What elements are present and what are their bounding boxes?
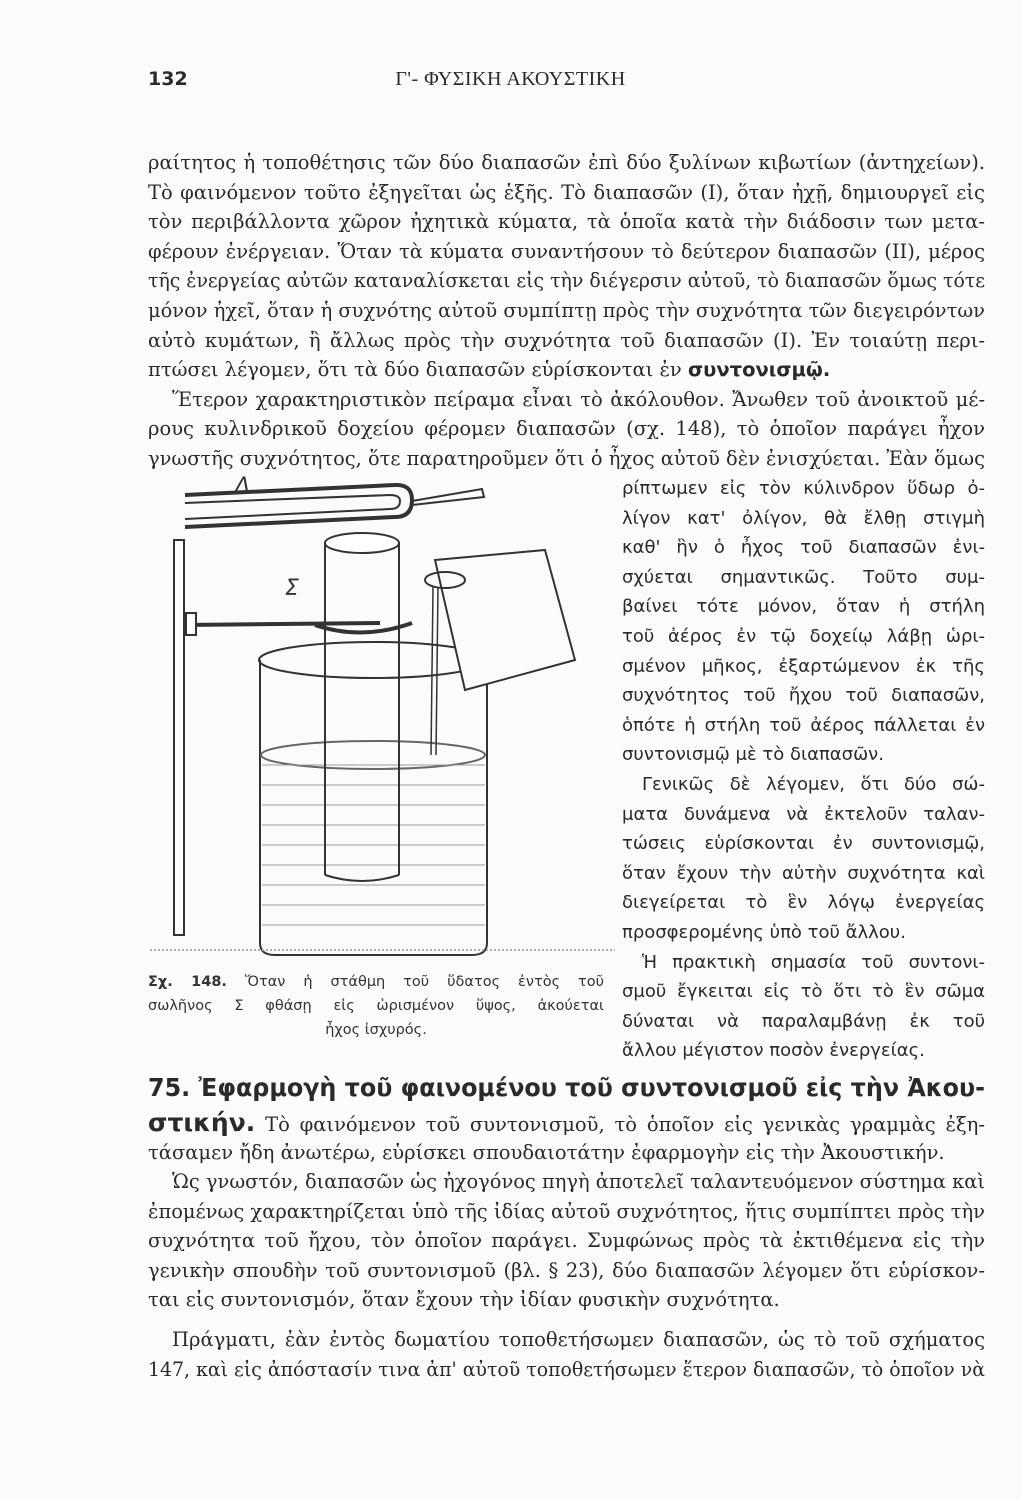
line-text: καθ' ἣν ὁ ἦχος τοῦ διαπασῶν ἐνι-: [622, 537, 986, 559]
line-text: μόνον ἠχεῖ, ὅταν ἡ συχνότης αὐτοῦ συμπίπτῃ πρὸς τὴν συχνότητα τῶν διεγειρόντων: [148, 299, 985, 322]
pouring-beaker-illustration: [425, 550, 575, 755]
caption-label: Σχ. 148.: [148, 974, 227, 990]
line-text: τῆς ἐνεργείας αὐτῶν καταναλίσκεται εἰς τὴν διέγερσιν αὐτοῦ, τὸ διαπασῶν ὅμως τότε: [148, 269, 986, 293]
line-text: ματα δυνάμενα νὰ ἐκτελοῦν ταλαν-: [622, 803, 986, 825]
text-line: [148, 1197, 983, 1227]
text-line: [622, 859, 985, 889]
text-line: [148, 296, 985, 326]
line-text: δύναται νὰ παραλαμβάνῃ ἐκ τοῦ: [622, 1010, 986, 1032]
line-text: τὸν περιβάλλοντα χῶρον ἠχητικὰ κύματα, τὰ ὁποῖα κατὰ τὴν διάδοσιν των μετα-: [148, 210, 985, 234]
line-text: τώσεις εὑρίσκονται ἐν συντονισμῷ,: [622, 833, 985, 855]
line-text: τοῦ ἀέρος ἐν τῷ δοχείῳ λάβῃ ὡρι-: [622, 626, 986, 647]
text-line: [148, 207, 985, 237]
line-text: τάσαμεν ἤδη ἀνωτέρω, εὑρίσκει σπουδαιοτάτην ἐφαρμογὴν εἰς τὴν Ἀκουστικήν.: [148, 1141, 945, 1164]
text-line: [622, 592, 985, 622]
page-number: 132: [148, 68, 188, 90]
emphasis-term: συντονισμῷ.: [687, 358, 831, 382]
text-line: [622, 504, 985, 534]
resonance-tube-illustration: [315, 533, 412, 881]
figure-caption: [148, 970, 604, 1045]
line-text: ρους κυλινδρικοῦ δοχείου φέρομεν διαπασῶν (σχ. 148), τὸ ὁποῖον παράγει ἦχον: [148, 417, 985, 441]
line-text: Ὡς γνωστόν, διαπασῶν ὡς ἠχογόνος πηγὴ ἀποτελεῖ ταλαντευόμενον σύστημα καὶ: [172, 1170, 986, 1193]
text-line: [148, 355, 985, 385]
running-title: Γ'- ΦΥΣΙΚΗ ΑΚΟΥΣΤΙΚΗ: [395, 68, 626, 90]
line-text: συχνότητος τοῦ ἤχου τοῦ διαπασῶν,: [622, 685, 986, 707]
line-text: Ἕτερον χαρακτηριστικὸν πείραμα εἶναι τὸ ἀκόλουθον. Ἄνωθεν τοῦ ἀνοικτοῦ μέ-: [172, 387, 986, 411]
line-text: προσφερομένης ὑπὸ τοῦ ἄλλου.: [622, 922, 906, 943]
text-line: [148, 326, 985, 356]
section-heading: [148, 1073, 986, 1103]
text-line: [148, 414, 985, 444]
text-line: [642, 948, 985, 978]
text-line: [622, 918, 985, 948]
line-text: ραίτητος ἡ τοποθέτησις τῶν δύο διαπασῶν ἐπὶ δύο ξυλίνων κιβωτίων (ἀντηχείων).: [148, 151, 986, 174]
text-line: [148, 1355, 985, 1385]
section-heading-text: 75. Ἐφαρμογὴ τοῦ φαινομένου τοῦ συντονισμοῦ εἰς τὴν Ἀκου-: [148, 1073, 986, 1102]
line-text: Γενικῶς δὲ λέγομεν, ὅτι δύο σώ-: [642, 774, 985, 795]
text-line: [622, 681, 985, 711]
text-line: [622, 622, 985, 652]
retort-stand-illustration: [174, 540, 380, 935]
line-text: Ἡ πρακτικὴ σημασία τοῦ συντονι-: [642, 951, 985, 973]
line-text: βαίνει τότε μόνον, ὅταν ἡ στήλη: [622, 596, 985, 618]
text-line: [642, 770, 985, 800]
text-line: [622, 652, 985, 682]
line-text: συχνότητα τοῦ ἤχου, τὸν ὁποῖον παράγει. Συμφώνως πρὸς τὰ ἐκτιθέμενα εἰς τὴν: [148, 1229, 986, 1253]
fork-label: Δ: [235, 474, 251, 499]
line-text: ἐπομένως χαρακτηρίζεται ὑπὸ τῆς ἰδίας αὐτοῦ συχνότητος, ἥτις συμπίπτει πρὸς τὴν: [148, 1199, 985, 1223]
text-line: [622, 1036, 985, 1066]
line-text: γενικὴν σπουδὴν τοῦ συντονισμοῦ (βλ. § 23), δύο διαπασῶν λέγομεν ὅτι εὑρίσκον-: [148, 1258, 985, 1282]
text-line: [172, 1167, 986, 1197]
caption-line: ἦχος ἰσχυρός.: [325, 1022, 427, 1038]
line-text: αὐτὸ κυμάτων, ἢ ἄλλως πρὸς τὴν συχνότητα τοῦ διαπασῶν (I). Ἐν τοιαύτῃ περι-: [148, 328, 986, 352]
line-text: φέρουν ἐνέργειαν. Ὅταν τὰ κύματα συναντήσουν τὸ δεύτερον διαπασῶν (II), μέρος: [148, 239, 986, 263]
line-text: συντονισμῷ μὲ τὸ διαπασῶν.: [622, 744, 884, 766]
text-line: [622, 533, 985, 563]
caption-line: [148, 970, 604, 994]
line-text: πτώσει λέγομεν, ὅτι τὰ δύο διαπασῶν εὑρίσκονται ἐν: [148, 358, 688, 382]
glass-jar-illustration: [259, 642, 487, 955]
line-text: γνωστῆς συχνότητος, ὅτε παρατηροῦμεν ὅτι ὁ ἦχος αὐτοῦ δὲν ἐνισχύεται. Ἐὰν ὅμως: [148, 447, 985, 470]
line-text: σμένον μῆκος, ἐξαρτώμενον ἐκ τῆς: [622, 655, 985, 677]
line-text: ἄλλου μέγιστον ποσὸν ἐνεργείας.: [622, 1040, 925, 1062]
caption-text: Ὅταν ἡ στάθμη τοῦ ὕδατος ἐντὸς τοῦ: [226, 974, 605, 990]
text-line: [622, 829, 985, 859]
tube-label: Σ: [285, 576, 299, 601]
line-text: Πράγματι, ἐὰν ἐντὸς δωματίου τοποθετήσωμεν διαπασῶν, ὡς τὸ τοῦ σχήματος: [172, 1328, 986, 1351]
line-text: Τὸ φαινόμενον τοῦ συντονισμοῦ, τὸ ὁποῖον εἰς γενικὰς γραμμὰς ἐξη-: [255, 1113, 985, 1136]
line-text: ται εἰς συντονισμόν, ὅταν ἔχουν τὴν ἰδίαν φυσικὴν συχνότητα.: [148, 1288, 780, 1312]
line-text: ὁπότε ἡ στήλη τοῦ ἀέρος πάλλεται ἐν: [622, 714, 986, 736]
section-heading-cont: στικήν.: [148, 1108, 256, 1137]
text-line: [622, 711, 985, 741]
line-text: Τὸ φαινόμενον τοῦτο ἐξηγεῖται ὡς ἑξῆς. Τὸ διαπασῶν (I), ὅταν ἠχῇ, δημιουργεῖ εἰς: [148, 180, 985, 204]
line-text: σμοῦ ἔγκειται εἰς τὸ ὅτι τὸ ἓν σῶμα: [622, 981, 985, 1003]
text-line: [148, 148, 985, 178]
text-line: [622, 740, 985, 770]
text-line: [622, 563, 985, 593]
caption-line: σωλῆνος Σ φθάσῃ εἰς ὡρισμένον ὕψος, ἀκούεται: [148, 998, 604, 1014]
text-line: [148, 266, 986, 296]
text-line: [148, 1138, 985, 1168]
text-line: [622, 1007, 985, 1037]
tuning-fork-illustration: [185, 485, 484, 527]
text-line: [148, 1226, 985, 1256]
text-line: [172, 385, 985, 415]
figure-148-resonance-tube: [150, 455, 615, 960]
line-text: ρίπτωμεν εἰς τὸν κύλινδρον ὕδωρ ὀ-: [622, 478, 986, 499]
text-line: [622, 474, 985, 504]
line-text: διεγείρεται τὸ ἓν λόγῳ ἐνεργείας: [622, 892, 986, 914]
line-text: σχύεται σημαντικῶς. Τοῦτο συμ-: [622, 566, 985, 588]
text-line: [172, 1325, 985, 1355]
text-line: [148, 1108, 985, 1138]
text-line: [148, 1285, 985, 1315]
text-line: [622, 977, 985, 1007]
text-line: [622, 800, 985, 830]
text-line: [148, 178, 985, 208]
text-line: [148, 237, 985, 267]
line-text: 147, καὶ εἰς ἀπόστασίν τινα ἀπ' αὐτοῦ τοποθετήσωμεν ἕτερον διαπασῶν, τὸ ὁποῖον νὰ: [148, 1357, 985, 1381]
line-text: ὅταν ἔχουν τὴν αὐτὴν συχνότητα καὶ: [622, 862, 986, 884]
line-text: λίγον κατ' ὀλίγον, θὰ ἔλθῃ στιγμὴ: [622, 507, 986, 529]
text-line: [622, 888, 985, 918]
text-line: [148, 1256, 985, 1286]
